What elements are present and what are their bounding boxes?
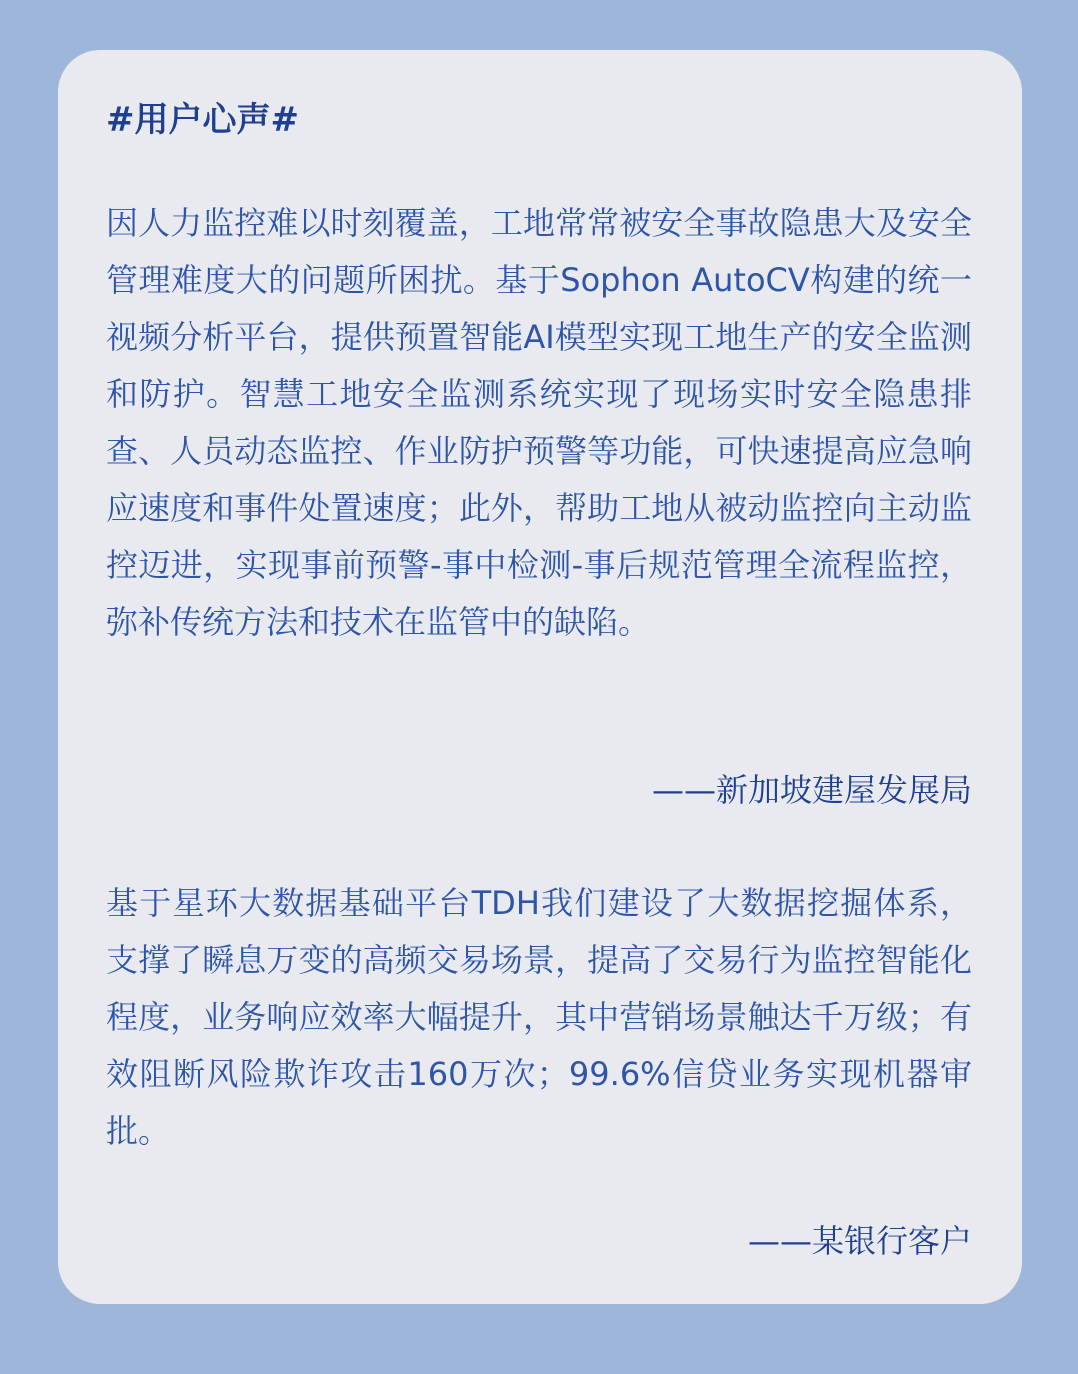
testimonial-text-1: 因人力监控难以时刻覆盖，工地常常被安全事故隐患大及安全管理难度大的问题所困扰。基于Sophon AutoCV构建的统一视频分析平台，提供预置智能AI模型实现工地生产的安全监测和防护。智慧工地安全监测系统实现了现场实时安全隐患排查、人员动态监控、作业防护预警等功能，可快速提高应急响应速度和事件处置速度；此外，帮助工地从被动监控向主动监控迈进，实现事前预警-事中检测-事后规范管理全流程监控，弥补传统方法和技术在监管中的缺陷。: [106, 204, 972, 641]
section-heading: #用户心声#: [106, 100, 299, 140]
testimonial-attribution-2: ——某银行客户: [747, 1222, 972, 1260]
testimonial-attribution-1: ——新加坡建屋发展局: [651, 771, 972, 809]
testimonial-text-2: 基于星环大数据基础平台TDH我们建设了大数据挖掘体系，支撑了瞬息万变的高频交易场景，提高了交易行为监控智能化程度，业务响应效率大幅提升，其中营销场景触达千万级；有效阻断风险欺诈攻击160万次；99.6%信贷业务实现机器审批。: [106, 884, 972, 1150]
